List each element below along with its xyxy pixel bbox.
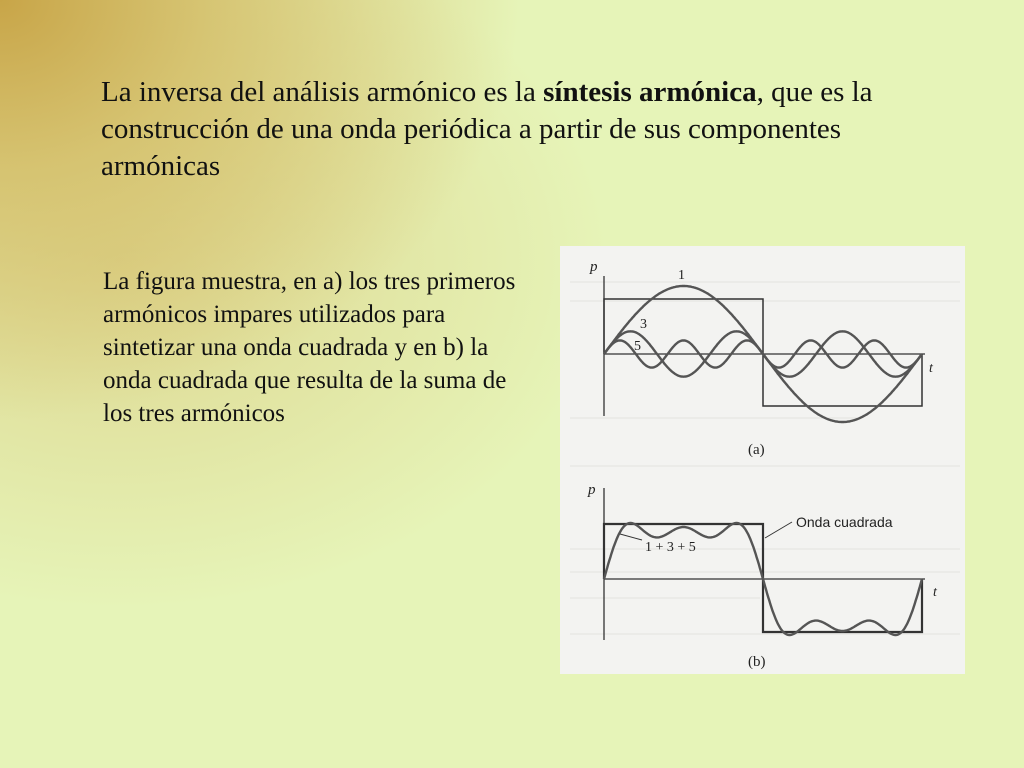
- panel-a-ylabel: p: [590, 259, 598, 275]
- intro-bold-term: síntesis armónica: [543, 76, 757, 108]
- figure-svg: [560, 246, 965, 674]
- panel-b-ylabel: p: [588, 482, 596, 498]
- sum-label-leader: [620, 534, 642, 540]
- intro-text-end: , que es la construcción de una onda periódica a partir de sus componentes armónicas: [101, 76, 873, 182]
- background-texture: [570, 282, 960, 634]
- panel-a: [589, 259, 934, 458]
- panel-b-caption: (b): [748, 654, 766, 670]
- panel-a-caption: (a): [748, 442, 765, 458]
- harmonic-3-label: 3: [640, 317, 647, 332]
- harmonic-5-label: 5: [634, 339, 641, 354]
- square-label-leader: [765, 522, 792, 538]
- square-wave-label: Onda cuadrada: [796, 514, 893, 530]
- figure-description: La figura muestra, en a) los tres primeros armónicos impares utilizados para sintetizar una onda cuadrada y en b) la onda cuadrada que resulta de la suma de los tres armónicos: [103, 268, 516, 427]
- harmonic-synthesis-figure: [560, 246, 965, 674]
- sum-label: 1 + 3 + 5: [645, 540, 696, 555]
- intro-paragraph: [101, 74, 961, 185]
- panel-b: [587, 482, 938, 670]
- harmonic-1-label: 1: [678, 268, 685, 283]
- panel-a-xlabel: t: [929, 361, 933, 376]
- panel-b-xlabel: t: [933, 585, 937, 600]
- intro-text-start: La inversa del análisis armónico es la: [101, 76, 544, 108]
